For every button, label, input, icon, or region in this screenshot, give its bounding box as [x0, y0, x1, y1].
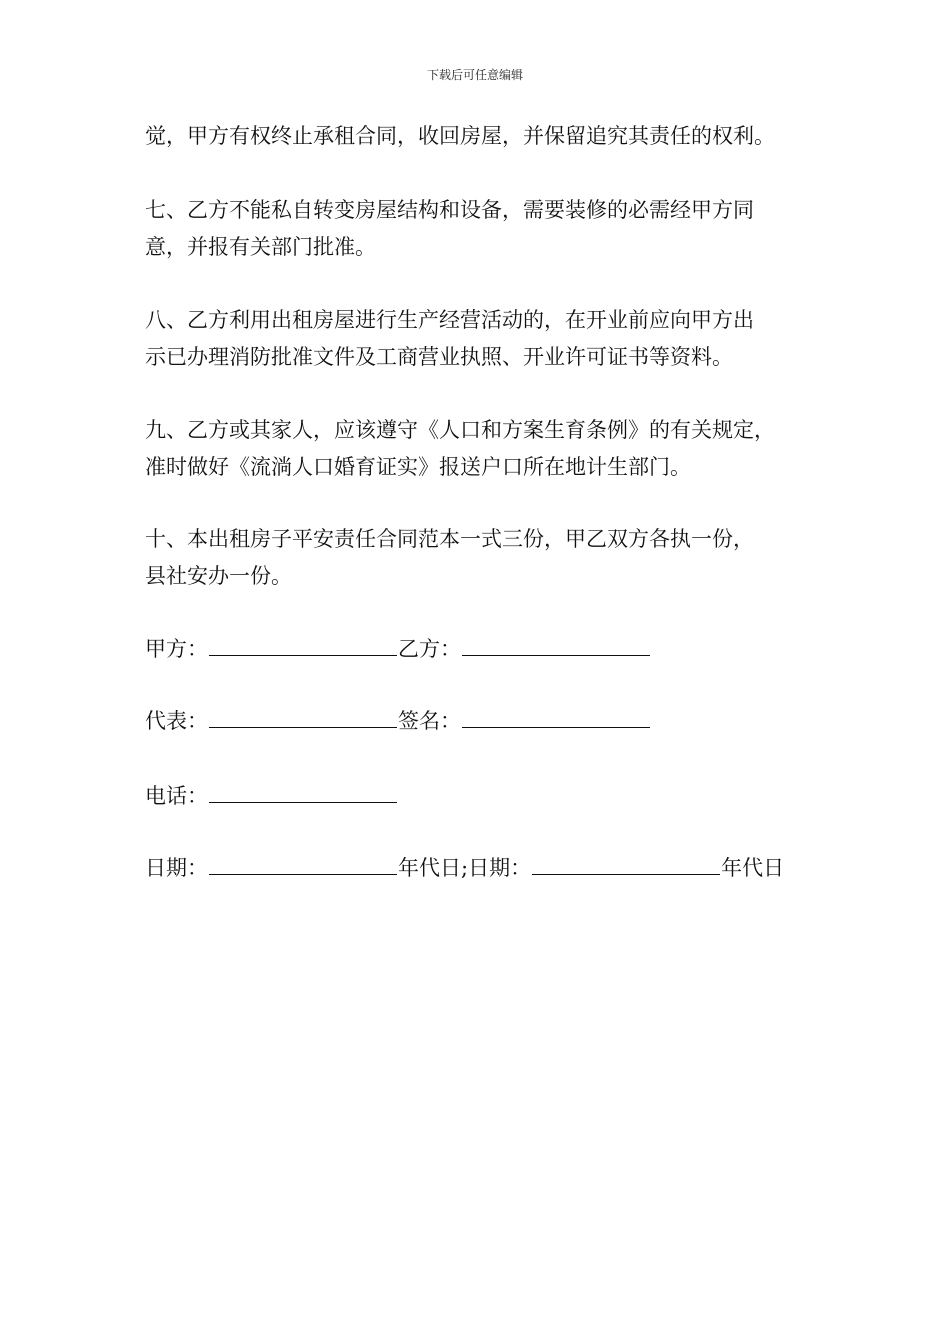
signature-row-dates [145, 852, 784, 882]
clause-8 [145, 302, 835, 376]
party-b-blank [462, 637, 650, 656]
phone-label: 电话： [145, 784, 208, 808]
sign-blank [462, 709, 650, 728]
paragraph-line: 觉，甲方有权终止承租合同，收回房屋，并保留追究其责任的权利。 [145, 124, 775, 148]
signature-row-representative [145, 705, 651, 735]
party-a-label: 甲方： [145, 637, 208, 661]
date-label: 日期： [145, 856, 208, 880]
date-a-suffix: 年代日;日期： [398, 856, 532, 880]
paragraph-line: 九、乙方或其家人，应该遵守《人口和方案生育条例》的有关规定， [145, 418, 775, 442]
signature-row-phone [145, 780, 398, 810]
signature-row-parties [145, 633, 651, 663]
date-b-suffix: 年代日 [721, 856, 785, 880]
clause-9 [145, 412, 835, 486]
paragraph-line: 七、乙方不能私自转变房屋结构和设备，需要装修的必需经甲方同 [145, 198, 754, 222]
page-header: 下载后可任意编辑 [426, 68, 523, 82]
clause-6-continued [145, 118, 835, 155]
clause-7 [145, 192, 835, 266]
paragraph-line: 示已办理消防批准文件及工商营业执照、开业许可证书等资料。 [145, 345, 733, 369]
paragraph-line: 八、乙方利用出租房屋进行生产经营活动的，在开业前应向甲方出 [145, 308, 754, 332]
party-b-label: 乙方： [398, 637, 461, 661]
phone-blank [209, 784, 397, 803]
paragraph-line: 十、本出租房子平安责任合同范本一式三份，甲乙双方各执一份， [145, 527, 754, 551]
date-a-blank [209, 856, 397, 875]
sign-label: 签名： [398, 709, 461, 733]
paragraph-line: 意，并报有关部门批准。 [145, 235, 376, 259]
rep-blank [209, 709, 397, 728]
paragraph-line: 准时做好《流淌人口婚育证实》报送户口所在地计生部门。 [145, 455, 691, 479]
clause-10 [145, 521, 835, 595]
date-b-blank [532, 856, 720, 875]
paragraph-line: 县社安办一份。 [145, 564, 292, 588]
rep-label: 代表： [145, 709, 208, 733]
party-a-blank [209, 637, 397, 656]
